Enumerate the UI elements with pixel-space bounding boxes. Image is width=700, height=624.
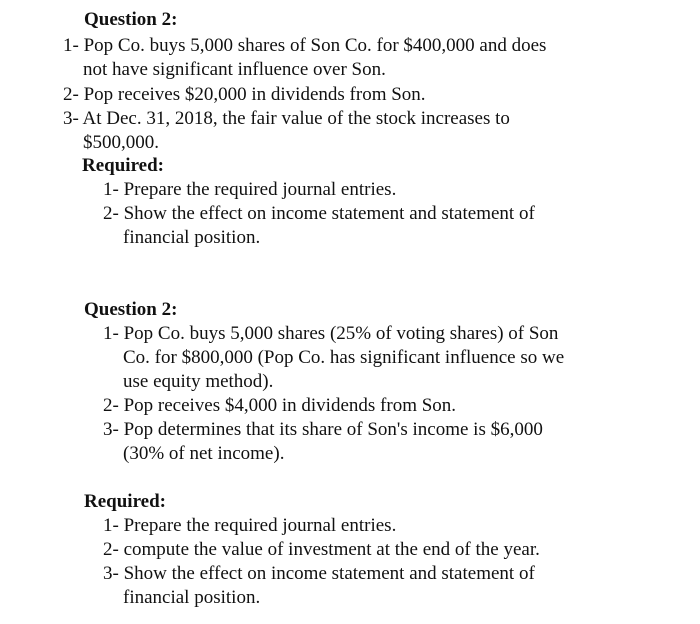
required-item: financial position. bbox=[123, 587, 261, 608]
question-item: not have significant influence over Son. bbox=[83, 59, 386, 80]
required-heading: Required: bbox=[84, 491, 166, 512]
question-item: 1- Pop Co. buys 5,000 shares (25% of voting shares) of Son bbox=[103, 323, 559, 344]
required-heading: Required: bbox=[82, 155, 164, 176]
question-item: $500,000. bbox=[83, 132, 159, 153]
question-item: 2- Pop receives $20,000 in dividends from Son. bbox=[63, 84, 426, 105]
question-item: 3- Pop determines that its share of Son's income is $6,000 bbox=[103, 419, 543, 440]
required-item: 1- Prepare the required journal entries. bbox=[103, 515, 397, 536]
question-title: Question 2: bbox=[84, 299, 178, 320]
required-item: financial position. bbox=[123, 227, 261, 248]
question-item: (30% of net income). bbox=[123, 443, 285, 464]
question-item: 3- At Dec. 31, 2018, the fair value of the stock increases to bbox=[63, 108, 510, 129]
question-item: 1- Pop Co. buys 5,000 shares of Son Co. for $400,000 and does bbox=[63, 35, 547, 56]
required-item: 2- Show the effect on income statement and statement of bbox=[103, 203, 535, 224]
question-item: use equity method). bbox=[123, 371, 274, 392]
question-item: 2- Pop receives $4,000 in dividends from Son. bbox=[103, 395, 457, 416]
question-item: Co. for $800,000 (Pop Co. has significant influence so we bbox=[123, 347, 565, 368]
required-item: 1- Prepare the required journal entries. bbox=[103, 179, 397, 200]
question-title: Question 2: bbox=[84, 9, 178, 30]
required-item: 3- Show the effect on income statement and statement of bbox=[103, 563, 535, 584]
required-item: 2- compute the value of investment at the end of the year. bbox=[103, 539, 540, 560]
